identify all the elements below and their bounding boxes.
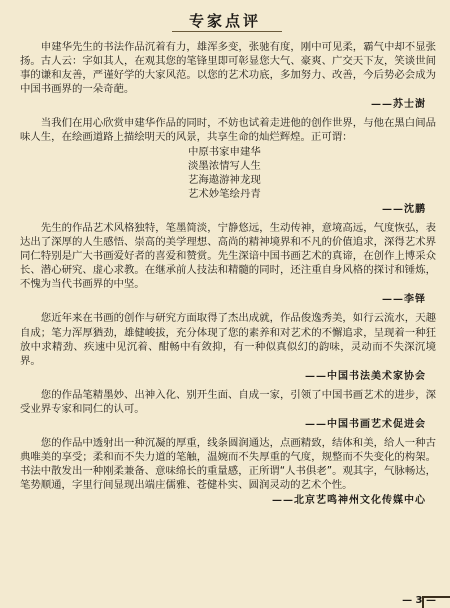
review-paragraph: 您的作品笔精墨妙、出神入化、别开生面、自成一家，引领了中国书画艺术的进步，深受业界专家和同仁的认可。 <box>20 388 436 415</box>
poem-line: 淡墨浓情写人生 <box>188 159 261 172</box>
poem-line: 艺术妙笔绘丹青 <box>188 187 261 200</box>
review-signature: ——沈鹏 <box>382 203 426 215</box>
poem-line: 艺海遨游神龙现 <box>188 173 261 186</box>
review-signature: ——中国书法美术家协会 <box>305 370 426 382</box>
corner-ornament <box>422 596 450 608</box>
reviews-body <box>20 40 436 512</box>
page-title: 专家点评 <box>188 12 261 30</box>
poem-line: 中原书家申建华 <box>188 145 261 158</box>
review-paragraph: 先生的作品艺术风格独特，笔墨简淡，宁静悠远，生动传神，意境高远，气度恢弘，表达出了深厚的人生感悟、崇高的美学理想、高尚的精神境界和不凡的价值追求，深得艺术界同仁特别是广大书画爱好者的喜爱和赞赏。先生深谙中国书画艺术的真谛，在创作上博采众长、潜心研究、虚心求教。在继承前人技法和精髓的同时，还注重自身风格的探讨和锤炼，不愧为当代书画界的中坚。 <box>20 221 436 291</box>
review-signature: ——中国书画艺术促进会 <box>305 418 426 430</box>
review-signature: ——北京艺鸣神州文化传媒中心 <box>272 495 426 507</box>
review-paragraph: 当我们在用心欣赏申建华作品的同时，不妨也试着走进他的创作世界，与他在黑白间品味人生，在绘画道路上描绘明天的风景，共享生命的灿烂辉煌。正可谓： <box>20 117 436 144</box>
review-signature: ——李铎 <box>382 294 426 306</box>
review-signature: ——苏士澍 <box>371 99 426 111</box>
page-number: — 3 — <box>402 595 436 606</box>
title-underline <box>172 31 282 32</box>
review-paragraph: 申建华先生的书法作品沉着有力，雄浑多变，张驰有度，刚中可见柔，霸气中却不显张扬。古人云：字如其人，在观其您的笔锋里即可彰显您大气、豪爽、广交天下友，笑谈世间事的谦和友善，严谨好学的大家风范。以您的艺术功底，多加努力、改善，今后势必会成为中国书画界的一朵奇葩。 <box>20 41 436 96</box>
poem <box>188 145 436 201</box>
review-paragraph: 您近年来在书画的创作与研究方面取得了杰出成就，作品俊逸秀美，如行云流水，天趣自成；笔力浑厚猶劲，雄健峻拔，充分体现了您的素养和对艺术的不懈追求，呈现着一种狂放中求精劲、疾速中见沉着、酣畅中有敛抑，有一种似真似幻的韵味，灵动而不失深沉境界。 <box>20 312 436 367</box>
review-paragraph: 您的作品中透射出一种沉凝的厚重，线条圆润通达，点画精致，结体和美，给人一种古典唯美的享受；柔和而不失力道的笔触，温婉而不失厚重的气度，规整而不失变化的构架。书法中散发出一种刚柔兼备、意味绵长的重量感，正所谓“人书俱老”。观其字，气脉畅达，笔势顺通，字里行间显现出端庄儒雅、苍健朴实、圆润灵动的艺术个性。 <box>20 436 436 492</box>
